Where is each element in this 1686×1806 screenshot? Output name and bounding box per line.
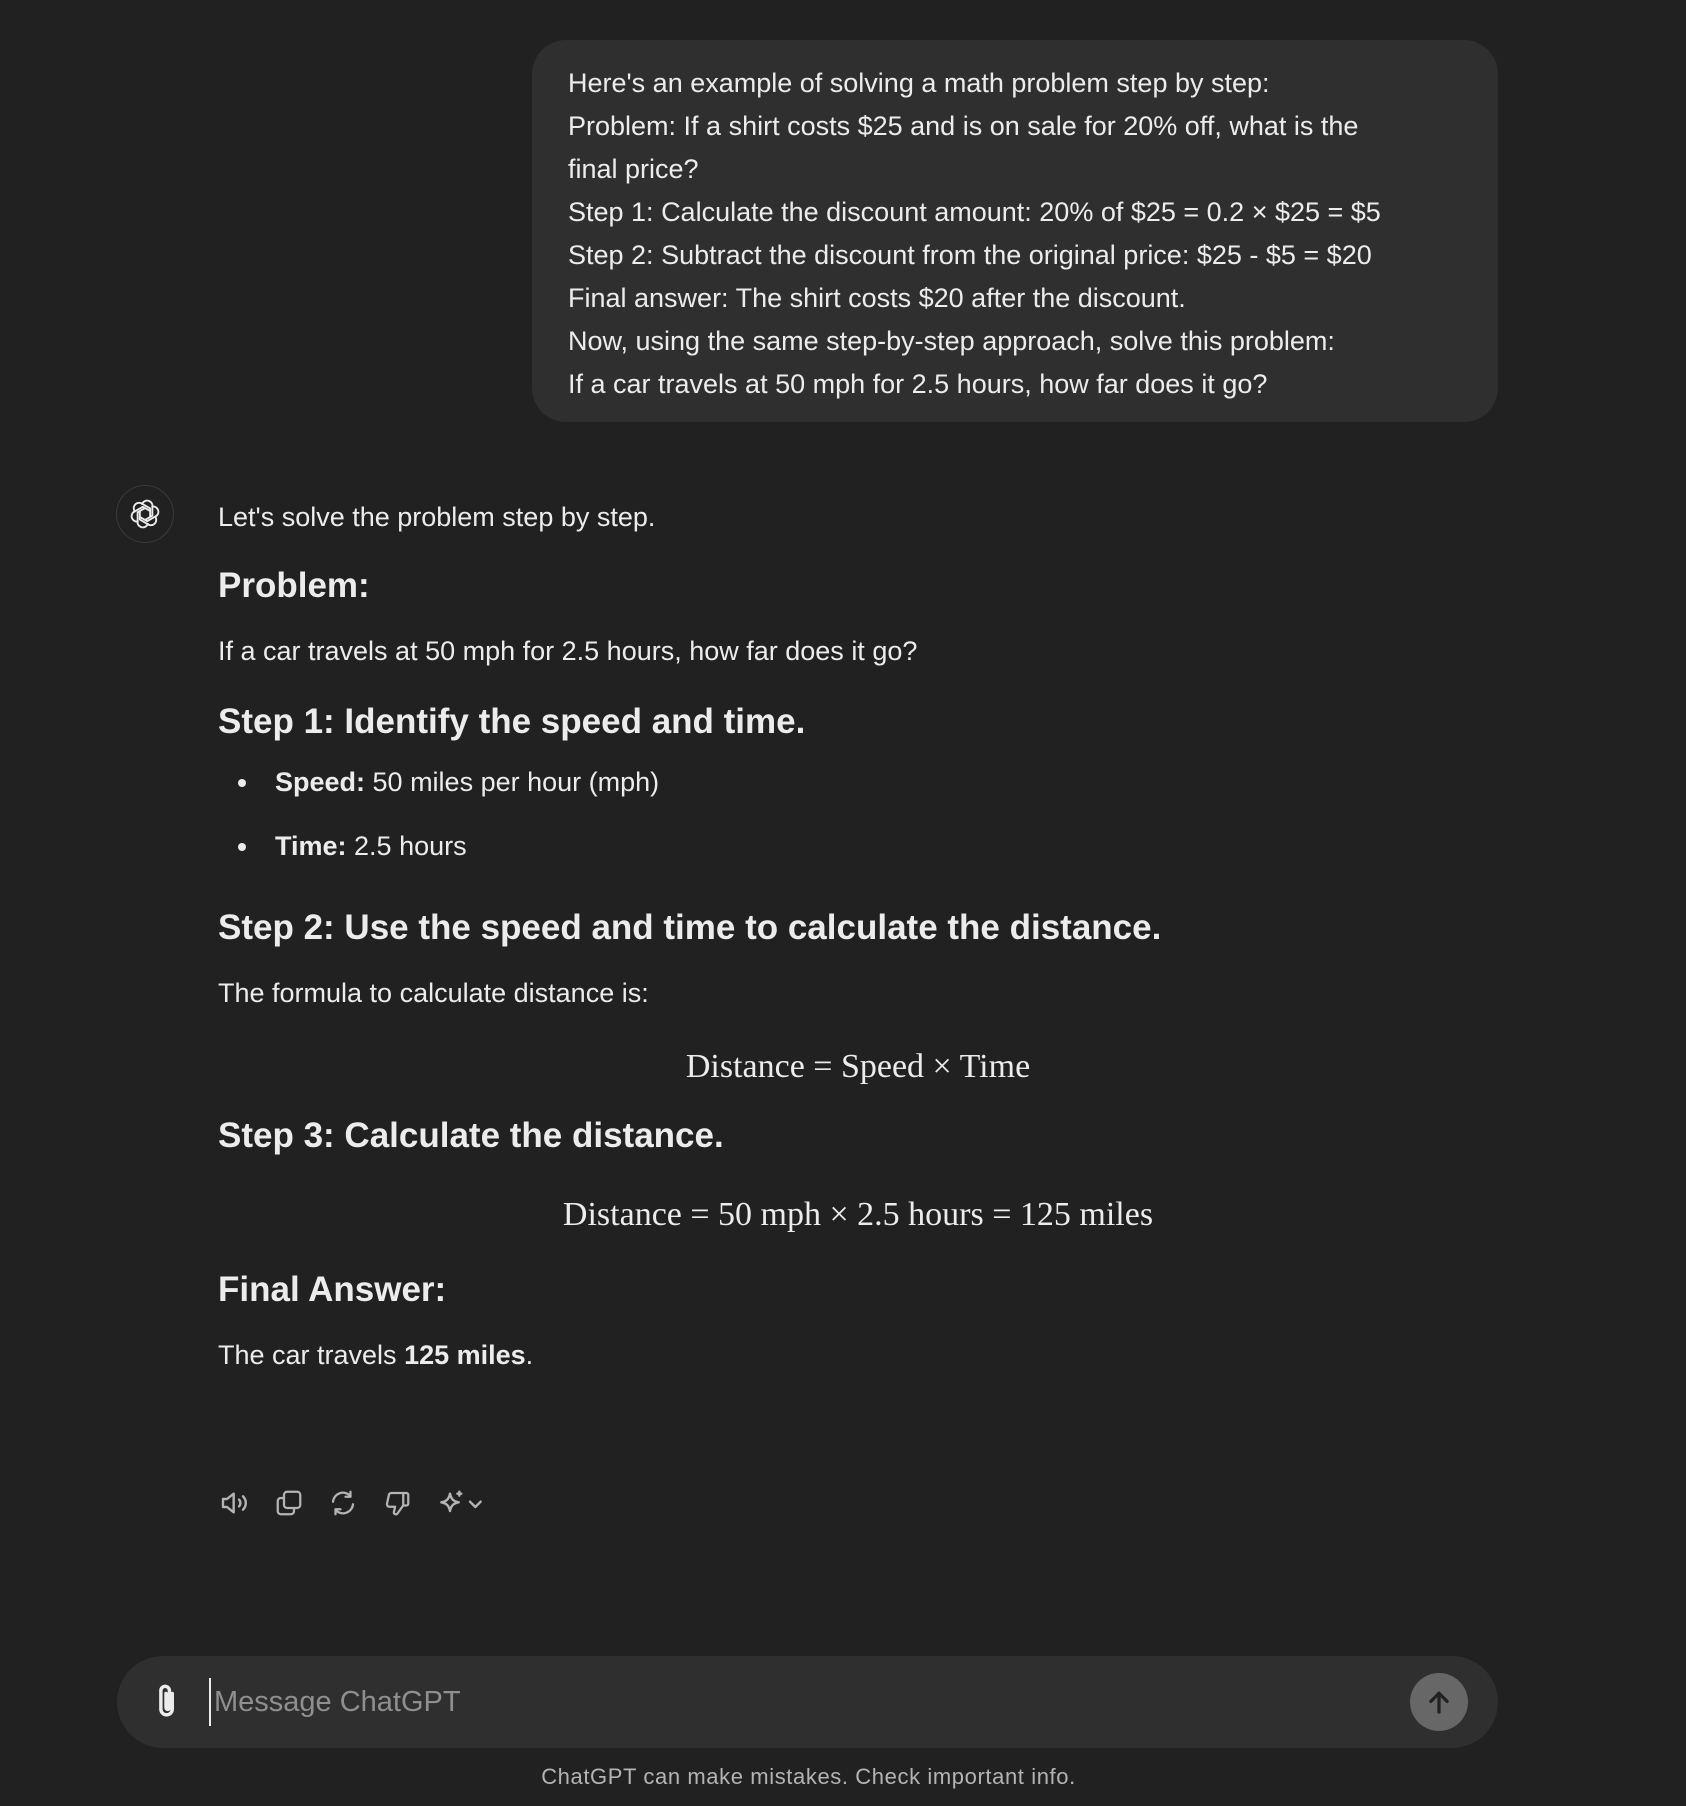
send-button[interactable] <box>1410 1673 1468 1731</box>
disclaimer-text: ChatGPT can make mistakes. Check important info. <box>541 1764 1076 1789</box>
list-item <box>218 814 1498 878</box>
user-message-line: final price? <box>568 154 699 184</box>
step1-list <box>218 750 1498 878</box>
distance-calculation: Distance = 50 mph × 2.5 hours = 125 miles <box>562 1196 1154 1233</box>
thumbs-down-button[interactable] <box>380 1486 414 1520</box>
regenerate-icon <box>328 1488 358 1518</box>
user-message-line: Final answer: The shirt costs $20 after the discount. <box>568 283 1186 313</box>
regenerate-button[interactable] <box>326 1486 360 1520</box>
switch-model-button[interactable] <box>434 1486 490 1520</box>
message-actions <box>218 1484 490 1522</box>
step2-heading: Step 2: Use the speed and time to calculate the distance. <box>218 908 1162 947</box>
user-message-line: Step 2: Subtract the discount from the original price: $25 - $5 = $20 <box>568 240 1372 270</box>
user-message-line: If a car travels at 50 mph for 2.5 hours, how far does it go? <box>568 369 1268 399</box>
message-composer <box>117 1656 1498 1748</box>
thumbs-down-icon <box>382 1488 412 1518</box>
distance-formula: Distance = Speed × Time <box>685 1048 1031 1085</box>
final-answer-text <box>218 1328 1498 1382</box>
final-answer-prefix: The car travels <box>218 1340 405 1370</box>
copy-icon <box>274 1488 304 1518</box>
problem-heading: Problem: <box>218 566 370 605</box>
step1-heading: Step 1: Identify the speed and time. <box>218 702 806 741</box>
list-item <box>218 750 1498 814</box>
paperclip-icon <box>153 1682 183 1722</box>
problem-text: If a car travels at 50 mph for 2.5 hours, how far does it go? <box>218 636 918 666</box>
message-input[interactable] <box>209 1678 1314 1726</box>
step3-heading: Step 3: Calculate the distance. <box>218 1116 724 1155</box>
user-message-bubble <box>532 40 1498 422</box>
user-message-line: Now, using the same step-by-step approach, solve this problem: <box>568 326 1335 356</box>
read-aloud-icon <box>219 1487 251 1519</box>
read-aloud-button[interactable] <box>218 1486 252 1520</box>
final-answer-suffix: . <box>525 1340 534 1370</box>
assistant-message <box>218 490 1498 1382</box>
user-message-line: Problem: If a shirt costs $25 and is on sale for 20% off, what is the <box>568 111 1359 141</box>
user-message-line: Here's an example of solving a math problem step by step: <box>568 68 1270 98</box>
assistant-intro: Let's solve the problem step by step. <box>218 502 656 532</box>
copy-button[interactable] <box>272 1486 306 1520</box>
sparkle-model-icon <box>435 1487 489 1519</box>
step2-text: The formula to calculate distance is: <box>218 978 649 1008</box>
attach-button[interactable] <box>151 1682 185 1722</box>
list-item-label: Time: <box>275 831 347 861</box>
user-message-line: Step 1: Calculate the discount amount: 20% of $25 = 0.2 × $25 = $5 <box>568 197 1381 227</box>
list-item-value: 2.5 hours <box>346 831 467 861</box>
final-answer-value: 125 miles <box>404 1340 526 1370</box>
assistant-avatar <box>116 485 174 543</box>
final-answer-heading: Final Answer: <box>218 1270 447 1309</box>
list-item-value: 50 miles per hour (mph) <box>365 767 660 797</box>
arrow-up-icon <box>1424 1687 1454 1717</box>
openai-logo-icon <box>128 497 162 531</box>
list-item-label: Speed: <box>275 767 366 797</box>
